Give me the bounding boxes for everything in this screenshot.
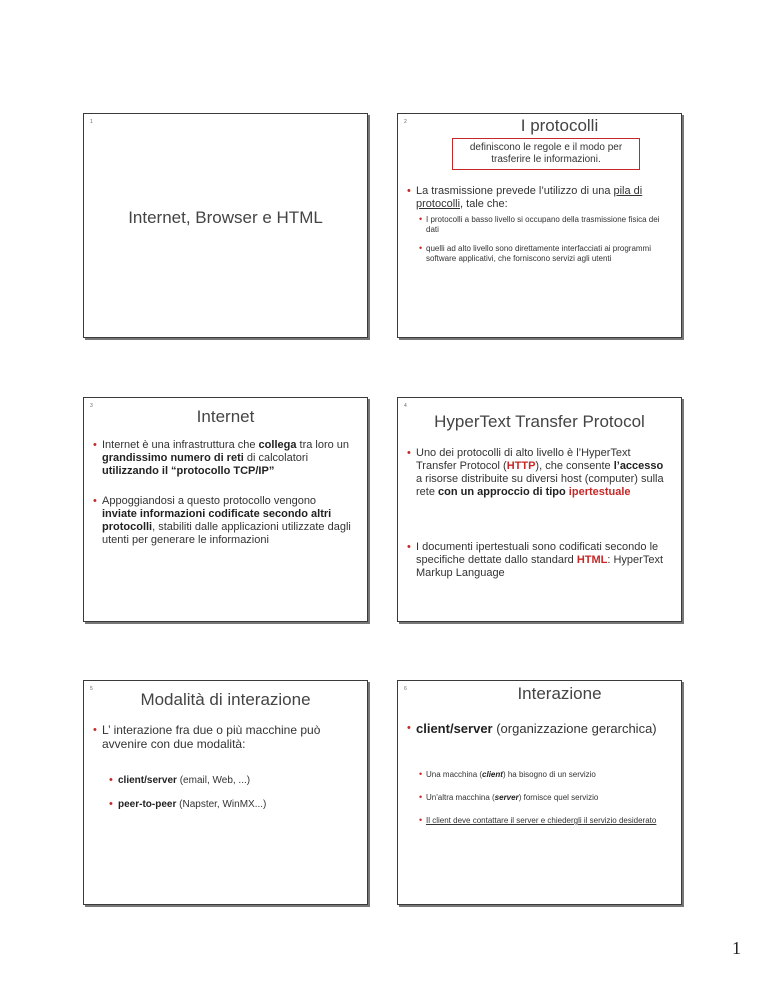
bullet-dot: • [407,722,411,734]
sub-bullet: • peer-to-peer (Napster, WinMX...) [109,798,267,810]
sub-bullet: • Il client deve contattare il server e chiedergli il servizio desiderato [419,815,657,825]
bullet-dot: • [407,447,411,459]
slide-number: 2 [404,119,407,125]
slide-title: HyperText Transfer Protocol [434,412,645,431]
bullet-dot: • [407,541,411,553]
bullet-dot: • [419,214,423,224]
slide-title: I protocolli [520,116,599,135]
bullet-dot: • [109,774,113,786]
bullet-dot: • [93,439,97,451]
slide-title: Internet, Browser e HTML [128,208,323,227]
bullet: • Uno dei protocolli di alto livello è l’HyperText Transfer Protocol (HTTP), che consente l’accesso a risorse distribuite su diversi host (computer) sulla rete con un approccio di tipo ipertestuale [407,447,664,498]
bullet: • La trasmissione prevede l’utilizzo di una pila di protocolli, tale che: [407,185,643,210]
slide-number: 3 [90,403,93,409]
slide-number: 4 [404,403,407,409]
page-number: 1 [732,938,741,958]
bullet: • I documenti ipertestuali sono codificati secondo le specifiche dettate dallo standard HTML: HyperText Markup Language [407,541,664,579]
slide-title: Interazione [517,684,602,703]
slide-6 [397,680,682,905]
bullet-dot: • [93,724,97,736]
sub-bullet: • Un'altra macchina (server) fornisce quel servizio [419,792,599,802]
slide-title: Internet [196,407,255,426]
bullet-dot: • [93,495,97,507]
sub-bullet: • client/server (email, Web, ...) [109,774,251,786]
bullet-dot: • [419,792,423,802]
bullet-dot: • [109,798,113,810]
bullet-dot: • [419,815,423,825]
slide-number: 5 [90,686,93,692]
slide-number: 1 [90,119,93,125]
bullet-dot: • [419,769,423,779]
slide-5 [83,680,368,905]
slide-title: Modalità di interazione [140,690,311,709]
slide-2 [397,113,682,338]
sub-bullet: • Una macchina (client) ha bisogno di un servizio [419,769,596,779]
bullet: • L’ interazione fra due o più macchine può avvenire con due modalità: [93,723,321,751]
bullet-dot: • [407,185,411,197]
slide-number: 6 [404,686,407,692]
definition-box: definiscono le regole e il modo per trasferire le informazioni. [452,138,640,170]
bullet: • client/server (organizzazione gerarchica) [407,721,657,736]
slide-4 [397,397,682,622]
bullet: • Internet è una infrastruttura che collega tra loro un grandissimo numero di reti di calcolatori utilizzando il “protocollo TCP/IP” [93,439,350,477]
sub-bullet: • quelli ad alto livello sono direttamente interfacciati ai programmi software applicativi, che forniscono servizi agli utenti [419,243,651,263]
sub-bullet: • I protocolli a basso livello si occupano della trasmissione fisica dei dati [419,214,660,234]
slide-3 [83,397,368,622]
bullet: • Appoggiandosi a questo protocollo vengono inviate informazioni codificate secondo altri protocolli, stabiliti dalle applicazioni utilizzate dagli utenti per generare le informazioni [93,495,351,546]
bullet-dot: • [419,243,423,253]
slide-1 [83,113,368,338]
